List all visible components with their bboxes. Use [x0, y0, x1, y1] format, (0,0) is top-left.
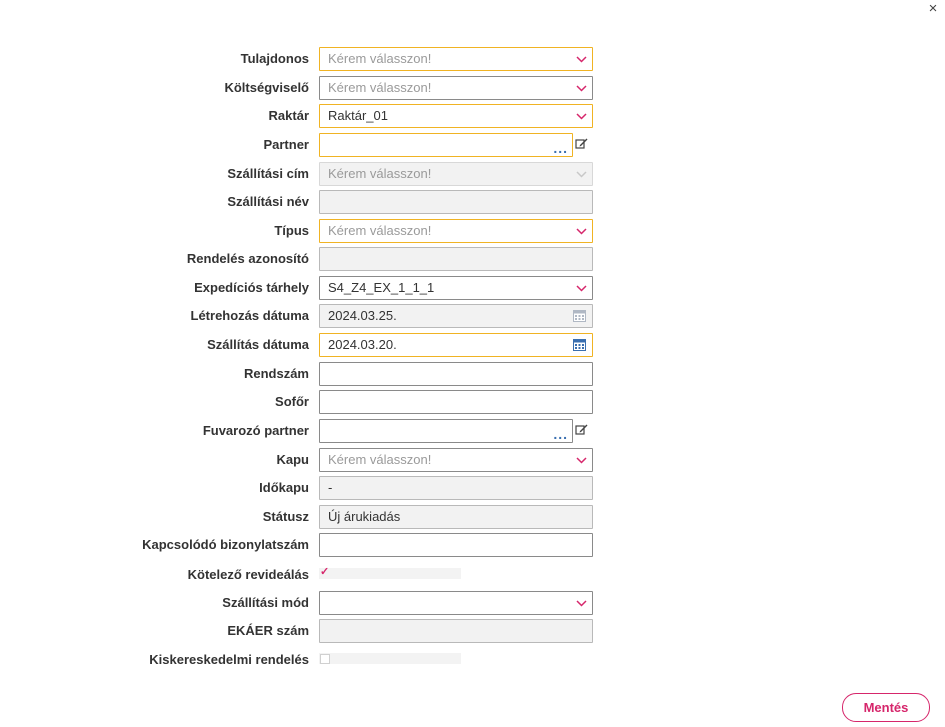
rendeles-azonosito-input[interactable] [319, 247, 593, 271]
chevron-down-icon[interactable] [575, 592, 589, 614]
tulajdonos-select[interactable] [319, 47, 593, 71]
raktar-label: Raktár [268, 108, 309, 123]
tipus-label: Típus [274, 223, 309, 238]
chevron-down-icon[interactable] [575, 449, 589, 471]
tipus-select[interactable] [319, 219, 593, 243]
row-kiskereskedelmi [0, 648, 945, 672]
ekaer-szam-input[interactable] [319, 619, 593, 643]
sofor-input[interactable] [319, 390, 593, 414]
letrehozas-datuma-label: Létrehozás dátuma [190, 308, 309, 323]
close-icon[interactable]: × [928, 0, 938, 17]
raktar-select[interactable] [319, 104, 593, 128]
rendszam-label: Rendszám [243, 366, 309, 381]
kapcsolodo-input[interactable] [319, 533, 593, 557]
rendszam-input[interactable] [319, 362, 593, 386]
raktar-value: Raktár_01 [328, 108, 388, 123]
row-rendszam [0, 362, 945, 386]
statusz-value: Új árukiadás [328, 509, 401, 524]
row-kapu [0, 448, 945, 472]
edit-icon[interactable] [575, 137, 588, 150]
szallitasi-cim-select[interactable] [319, 162, 593, 186]
fuvarozo-partner-label: Fuvarozó partner [202, 423, 309, 438]
kotelezo-revidealas-label: Kötelező revideálás [187, 567, 309, 582]
szallitasi-nev-label: Szállítási név [227, 194, 309, 209]
rendeles-azonosito-label: Rendelés azonosító [186, 251, 309, 266]
calendar-icon[interactable] [573, 338, 586, 351]
szallitas-datuma-value: 2024.03.20. [328, 337, 397, 352]
checkbox-track [319, 653, 461, 664]
statusz-label: Státusz [262, 509, 309, 524]
statusz-input[interactable] [319, 505, 593, 529]
expedicios-tarhely-value: S4_Z4_EX_1_1_1 [328, 280, 435, 295]
row-szallitasi-nev [0, 190, 945, 214]
fuvarozo-partner-input[interactable] [319, 419, 573, 443]
row-raktar [0, 104, 945, 128]
expedicios-tarhely-select[interactable] [319, 276, 593, 300]
partner-label: Partner [263, 137, 309, 152]
row-partner [0, 133, 945, 157]
row-letrehozas-datuma [0, 304, 945, 328]
letrehozas-datuma-input[interactable] [319, 304, 593, 328]
szallitas-datuma-input[interactable] [319, 333, 593, 357]
lookup-dots-icon[interactable]: ... [553, 140, 568, 156]
koltsegviselo-placeholder: Kérem válasszon! [328, 80, 432, 95]
row-szallitas-datuma [0, 333, 945, 357]
save-button[interactable]: Mentés [842, 693, 930, 722]
row-ekaer-szam [0, 619, 945, 643]
szallitasi-cim-placeholder: Kérem válasszon! [328, 166, 432, 181]
tipus-placeholder: Kérem válasszon! [328, 223, 432, 238]
idokapu-value: - [328, 480, 333, 495]
tulajdonos-placeholder: Kérem válasszon! [328, 51, 432, 66]
edit-icon[interactable] [575, 423, 588, 436]
row-tulajdonos [0, 47, 945, 71]
row-szallitasi-cim [0, 162, 945, 186]
chevron-down-icon[interactable] [575, 220, 589, 242]
kapcsolodo-label: Kapcsolódó bizonylatszám [142, 537, 309, 552]
row-statusz [0, 505, 945, 529]
row-koltsegviselo [0, 76, 945, 100]
szallitasi-nev-input[interactable] [319, 190, 593, 214]
kotelezo-revidealas-checkbox[interactable]: ✓ [320, 566, 330, 578]
szallitasi-cim-label: Szállítási cím [227, 166, 309, 181]
kapu-placeholder: Kérem válasszon! [328, 452, 432, 467]
idokapu-label: Időkapu [259, 480, 309, 495]
ekaer-szam-label: EKÁER szám [227, 623, 309, 638]
row-tipus [0, 219, 945, 243]
row-idokapu [0, 476, 945, 500]
szallitasi-mod-select[interactable] [319, 591, 593, 615]
partner-input[interactable] [319, 133, 573, 157]
row-kapcsolodo [0, 533, 945, 557]
row-rendeles-azonosito [0, 247, 945, 271]
kapu-select[interactable] [319, 448, 593, 472]
kiskereskedelmi-label: Kiskereskedelmi rendelés [149, 652, 309, 667]
row-expedicios-tarhely [0, 276, 945, 300]
idokapu-input[interactable] [319, 476, 593, 500]
chevron-down-icon[interactable] [575, 105, 589, 127]
chevron-down-icon[interactable] [575, 277, 589, 299]
koltsegviselo-label: Költségviselő [224, 80, 309, 95]
tulajdonos-label: Tulajdonos [240, 51, 309, 66]
lookup-dots-icon[interactable]: ... [553, 426, 568, 442]
chevron-down-icon[interactable] [575, 48, 589, 70]
calendar-icon [573, 309, 586, 322]
row-szallitasi-mod [0, 591, 945, 615]
kiskereskedelmi-checkbox[interactable] [320, 654, 330, 664]
szallitas-datuma-label: Szállítás dátuma [207, 337, 309, 352]
row-fuvarozo-partner [0, 419, 945, 443]
chevron-down-icon [575, 163, 589, 185]
expedicios-tarhely-label: Expedíciós tárhely [194, 280, 309, 295]
koltsegviselo-select[interactable] [319, 76, 593, 100]
kapu-label: Kapu [276, 452, 309, 467]
row-sofor [0, 390, 945, 414]
letrehozas-datuma-value: 2024.03.25. [328, 308, 397, 323]
sofor-label: Sofőr [275, 394, 309, 409]
chevron-down-icon[interactable] [575, 77, 589, 99]
checkbox-track [319, 568, 461, 579]
row-kotelezo-revidealas [0, 563, 945, 587]
szallitasi-mod-label: Szállítási mód [222, 595, 309, 610]
